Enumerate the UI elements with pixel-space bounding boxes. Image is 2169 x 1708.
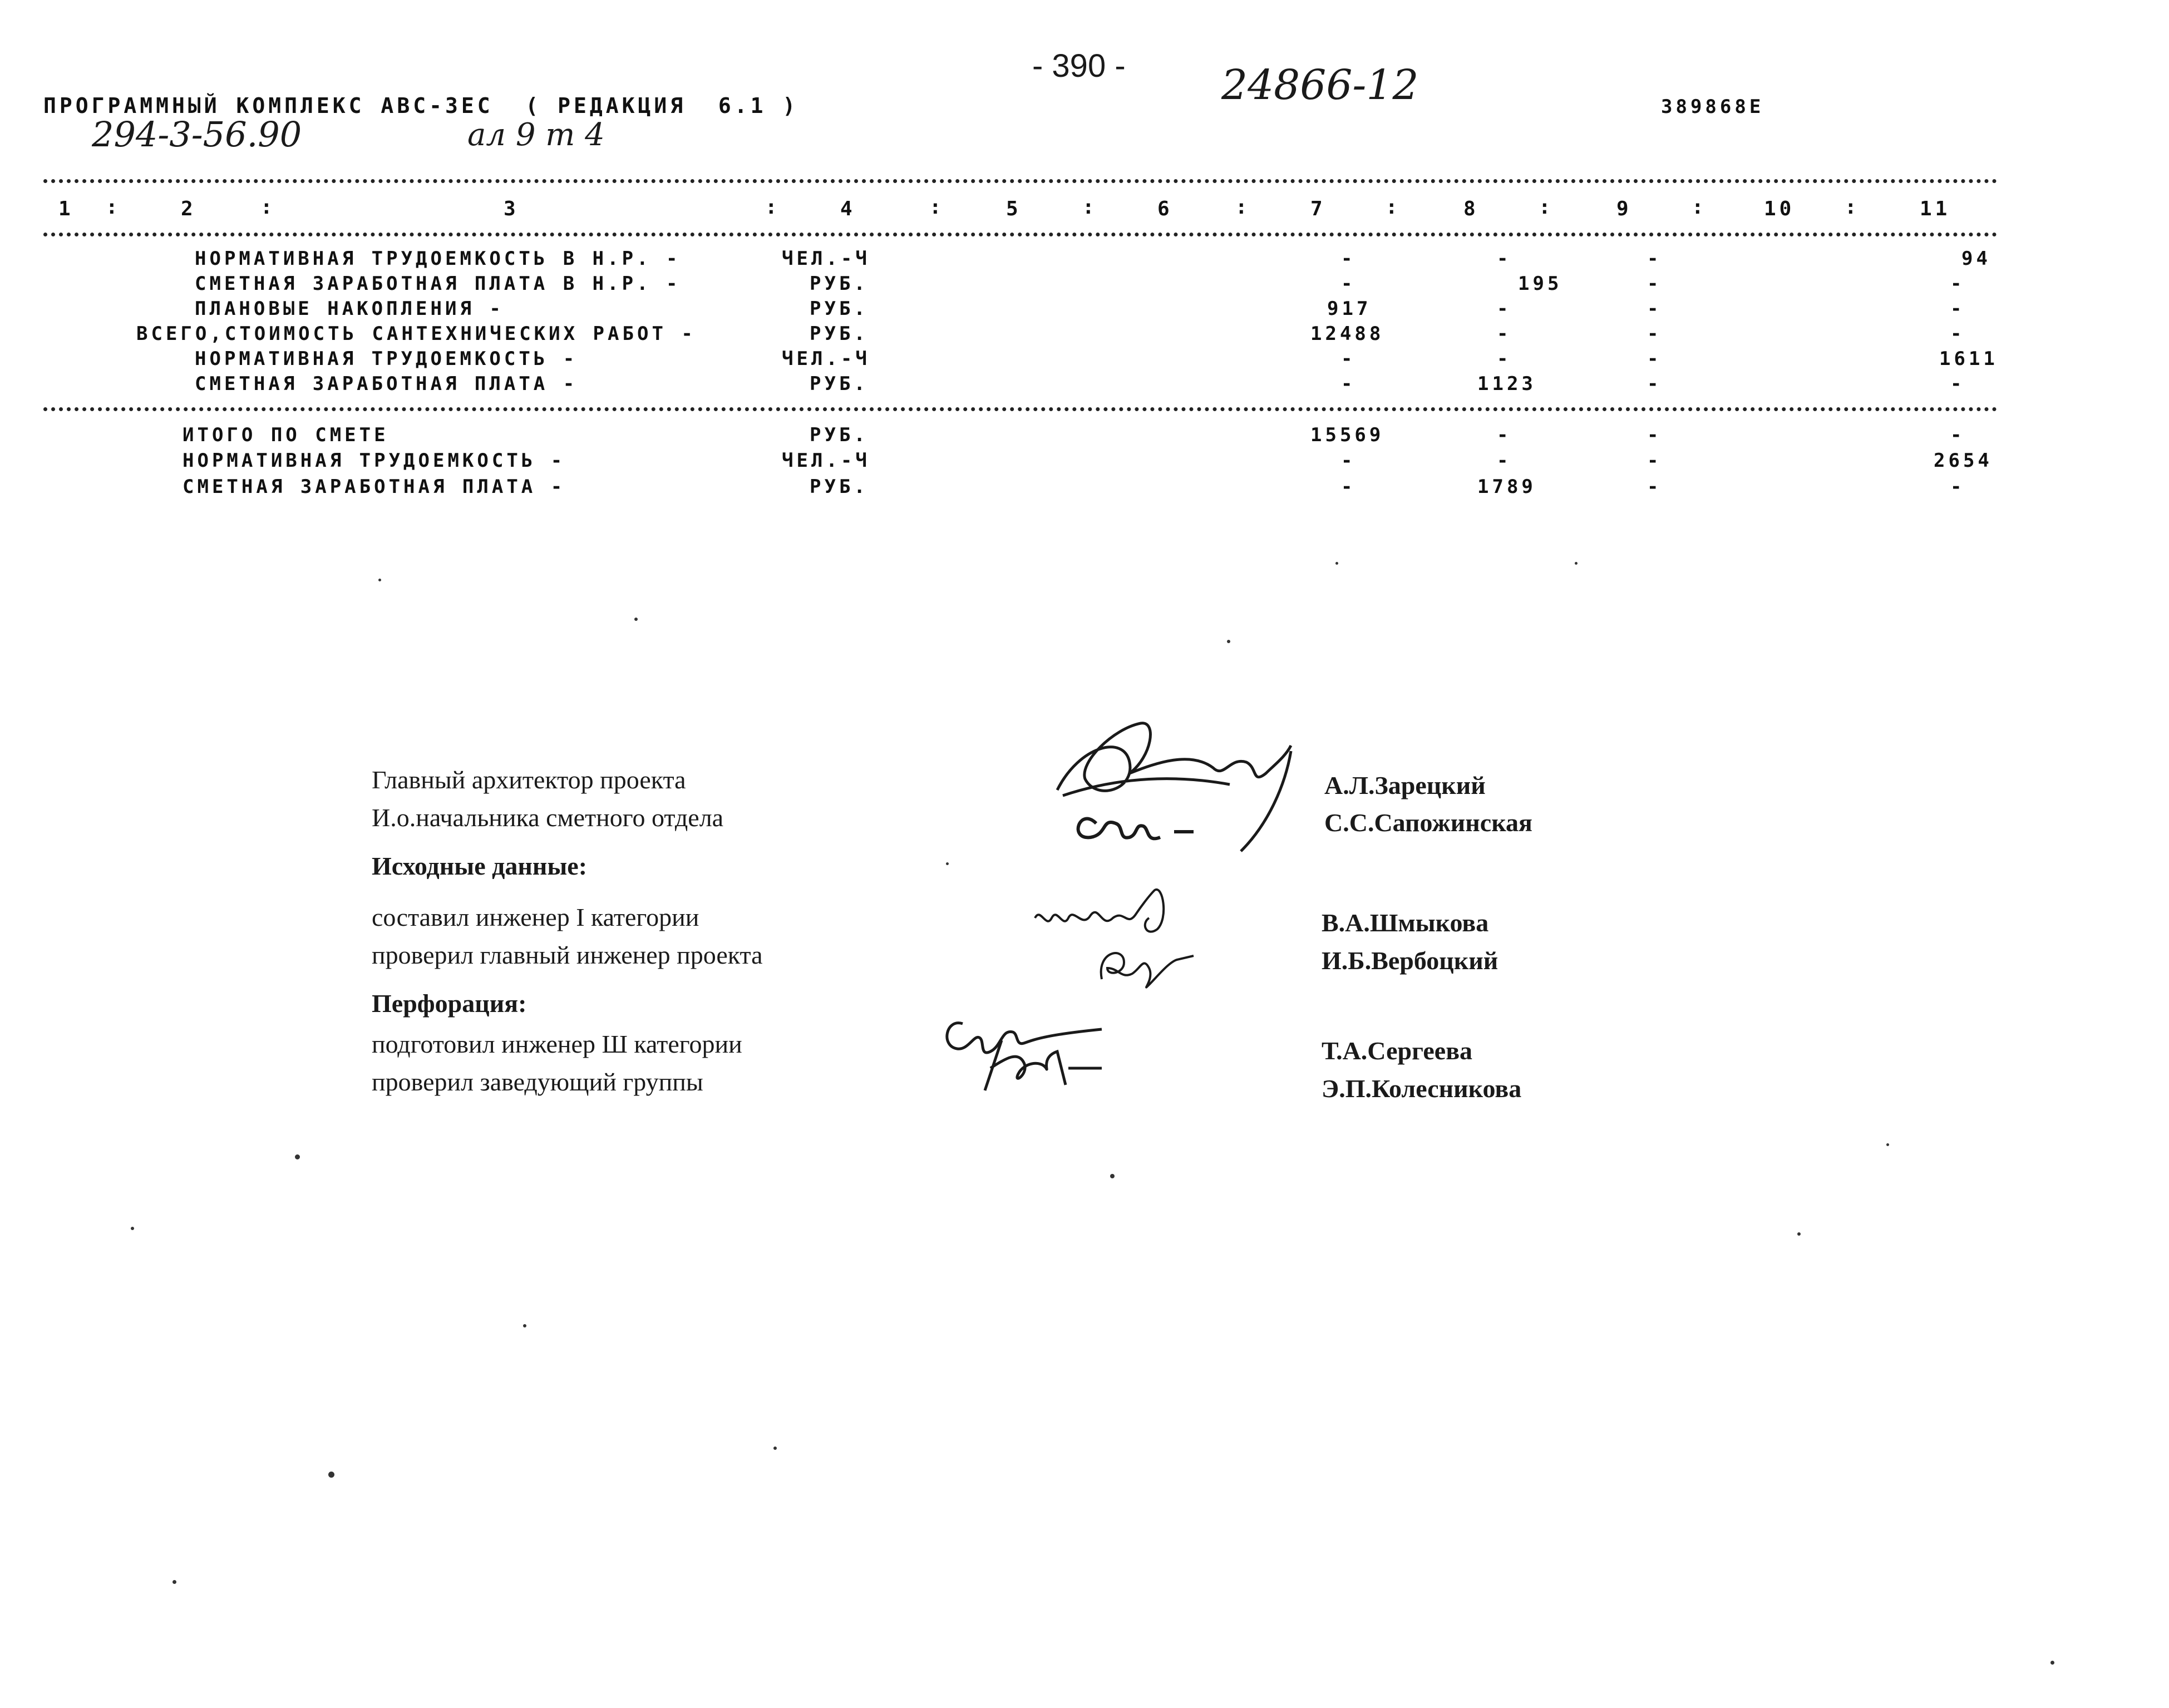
album-note: ал 9 т 4	[467, 117, 605, 153]
speck	[378, 579, 381, 581]
col-separator: :	[106, 196, 121, 219]
speck	[1575, 562, 1578, 565]
row-unit: РУБ.	[810, 424, 869, 446]
col-4: 4	[840, 198, 856, 220]
cell-col8: 1123	[1477, 373, 1536, 395]
cell-col8: -	[1497, 323, 1512, 345]
cell-col11: -	[1950, 273, 1965, 295]
col-separator: :	[929, 196, 945, 219]
speck	[634, 618, 638, 621]
col-9: 9	[1616, 198, 1632, 220]
cell-col9: -	[1647, 476, 1662, 498]
row-label: НОРМАТИВНАЯ ТРУДОЕМКОСТЬ -	[183, 450, 566, 472]
cell-col11: -	[1950, 424, 1965, 446]
cell-col8: 1789	[1477, 476, 1536, 498]
col-7: 7	[1310, 198, 1326, 220]
col-5: 5	[1006, 198, 1022, 220]
role-estimate-head: И.о.начальника сметного отдела	[372, 803, 724, 832]
name-zaretsky: А.Л.Зарецкий	[1324, 771, 1486, 799]
cell-col7: -	[1341, 450, 1356, 472]
row-label: СМЕТНАЯ ЗАРАБОТНАЯ ПЛАТА -	[195, 373, 578, 395]
speck	[946, 862, 949, 865]
role-checked-by-group-head: проверил заведующий группы	[372, 1068, 703, 1096]
cell-col9: -	[1647, 348, 1662, 370]
speck	[523, 1324, 526, 1327]
cell-col11: -	[1950, 476, 1965, 498]
document-number: 24866-12	[1221, 61, 1419, 109]
speck	[131, 1227, 134, 1230]
cell-col9: -	[1647, 273, 1662, 295]
cell-col11: 1611	[1939, 348, 1998, 370]
row-label: СМЕТНАЯ ЗАРАБОТНАЯ ПЛАТА В Н.Р. -	[195, 273, 681, 295]
cell-col8: -	[1497, 450, 1512, 472]
cell-col7: -	[1341, 476, 1356, 498]
cell-col8: 195	[1518, 273, 1562, 295]
row-unit: РУБ.	[810, 476, 869, 498]
row-unit: ЧЕЛ.-Ч	[782, 248, 870, 270]
page-number: - 390 -	[1032, 48, 1126, 84]
cell-col11: -	[1950, 373, 1965, 395]
speck	[773, 1447, 777, 1450]
col-2: 2	[181, 198, 196, 220]
section-perforation: Перфорация:	[372, 989, 527, 1018]
row-label: НОРМАТИВНАЯ ТРУДОЕМКОСТЬ -	[195, 348, 578, 370]
row-label: НОРМАТИВНАЯ ТРУДОЕМКОСТЬ В Н.Р. -	[195, 248, 681, 270]
cell-col9: -	[1647, 424, 1662, 446]
cell-col8: -	[1497, 424, 1512, 446]
col-10: 10	[1764, 198, 1795, 220]
right-code: 389868Е	[1661, 96, 1764, 118]
col-separator: :	[1845, 196, 1860, 219]
program-title: ПРОГРАММНЫЙ КОМПЛЕКС АВС-3ЕС ( РЕДАКЦИЯ 6.1 )	[43, 93, 799, 118]
cell-col8: -	[1497, 248, 1512, 270]
project-code: 294-3-56.90	[92, 114, 302, 155]
role-prepared-by: подготовил инженер Ш категории	[372, 1030, 742, 1058]
cell-col9: -	[1647, 248, 1662, 270]
col-separator: :	[1082, 196, 1098, 219]
cell-col7: -	[1341, 348, 1356, 370]
role-chief-architect: Главный архитектор проекта	[372, 766, 686, 794]
name-sergeeva: Т.А.Сергеева	[1322, 1036, 1473, 1065]
speck	[328, 1472, 334, 1478]
cell-col7: 12488	[1310, 323, 1384, 345]
speck	[2050, 1661, 2054, 1665]
signature-zaretsky-sapozhinskaya	[1046, 712, 1313, 857]
col-separator: :	[260, 196, 276, 219]
col-separator: :	[1386, 196, 1401, 219]
cell-col8: -	[1497, 298, 1512, 320]
cell-col7: -	[1341, 248, 1356, 270]
speck	[1110, 1174, 1115, 1178]
col-separator: :	[1235, 196, 1251, 219]
row-label: ВСЕГО,СТОИМОСТЬ САНТЕХНИЧЕСКИХ РАБОТ -	[136, 323, 696, 345]
col-1: 1	[58, 198, 74, 220]
table-section-rule	[43, 407, 1998, 411]
cell-col9: -	[1647, 450, 1662, 472]
cell-col9: -	[1647, 323, 1662, 345]
speck	[1227, 640, 1230, 643]
col-8: 8	[1463, 198, 1479, 220]
signature-sergeeva-kolesnikova	[935, 1007, 1135, 1096]
row-unit: ЧЕЛ.-Ч	[782, 348, 870, 370]
role-compiled-by: составил инженер I категории	[372, 903, 699, 931]
row-label: СМЕТНАЯ ЗАРАБОТНАЯ ПЛАТА -	[183, 476, 566, 498]
signature-shmykova-verbitsky	[1029, 885, 1230, 996]
cell-col7: -	[1341, 273, 1356, 295]
col-11: 11	[1920, 198, 1951, 220]
speck	[172, 1580, 176, 1584]
cell-col11: -	[1950, 298, 1965, 320]
role-checked-by-chief-engineer: проверил главный инженер проекта	[372, 941, 763, 969]
cell-col9: -	[1647, 298, 1662, 320]
row-unit: ЧЕЛ.-Ч	[782, 450, 870, 472]
table-header-rule	[43, 233, 1998, 236]
name-sapozhinskaya: С.С.Сапожинская	[1324, 808, 1532, 837]
col-separator: :	[1539, 196, 1554, 219]
cell-col7: 917	[1327, 298, 1372, 320]
section-source-data: Исходные данные:	[372, 852, 588, 880]
row-unit: РУБ.	[810, 373, 869, 395]
speck	[1886, 1143, 1889, 1146]
col-separator: :	[765, 196, 781, 219]
row-label: ИТОГО ПО СМЕТЕ	[183, 424, 389, 446]
col-3: 3	[504, 198, 519, 220]
cell-col7: -	[1341, 373, 1356, 395]
speck	[295, 1154, 300, 1159]
col-separator: :	[1692, 196, 1707, 219]
row-unit: РУБ.	[810, 273, 869, 295]
speck	[1335, 562, 1338, 565]
cell-col11: -	[1950, 323, 1965, 345]
cell-col8: -	[1497, 348, 1512, 370]
col-6: 6	[1157, 198, 1173, 220]
name-kolesnikova: Э.П.Колесникова	[1322, 1074, 1522, 1103]
row-label: ПЛАНОВЫЕ НАКОПЛЕНИЯ -	[195, 298, 504, 320]
name-shmykova: В.А.Шмыкова	[1322, 909, 1489, 937]
speck	[1797, 1232, 1801, 1236]
cell-col11: 94	[1961, 248, 1991, 270]
cell-col11: 2654	[1934, 450, 1993, 472]
table-top-rule	[43, 179, 1998, 183]
row-unit: РУБ.	[810, 298, 869, 320]
cell-col7: 15569	[1310, 424, 1384, 446]
cell-col9: -	[1647, 373, 1662, 395]
name-verbitsky: И.Б.Вербоцкий	[1322, 946, 1498, 975]
row-unit: РУБ.	[810, 323, 869, 345]
